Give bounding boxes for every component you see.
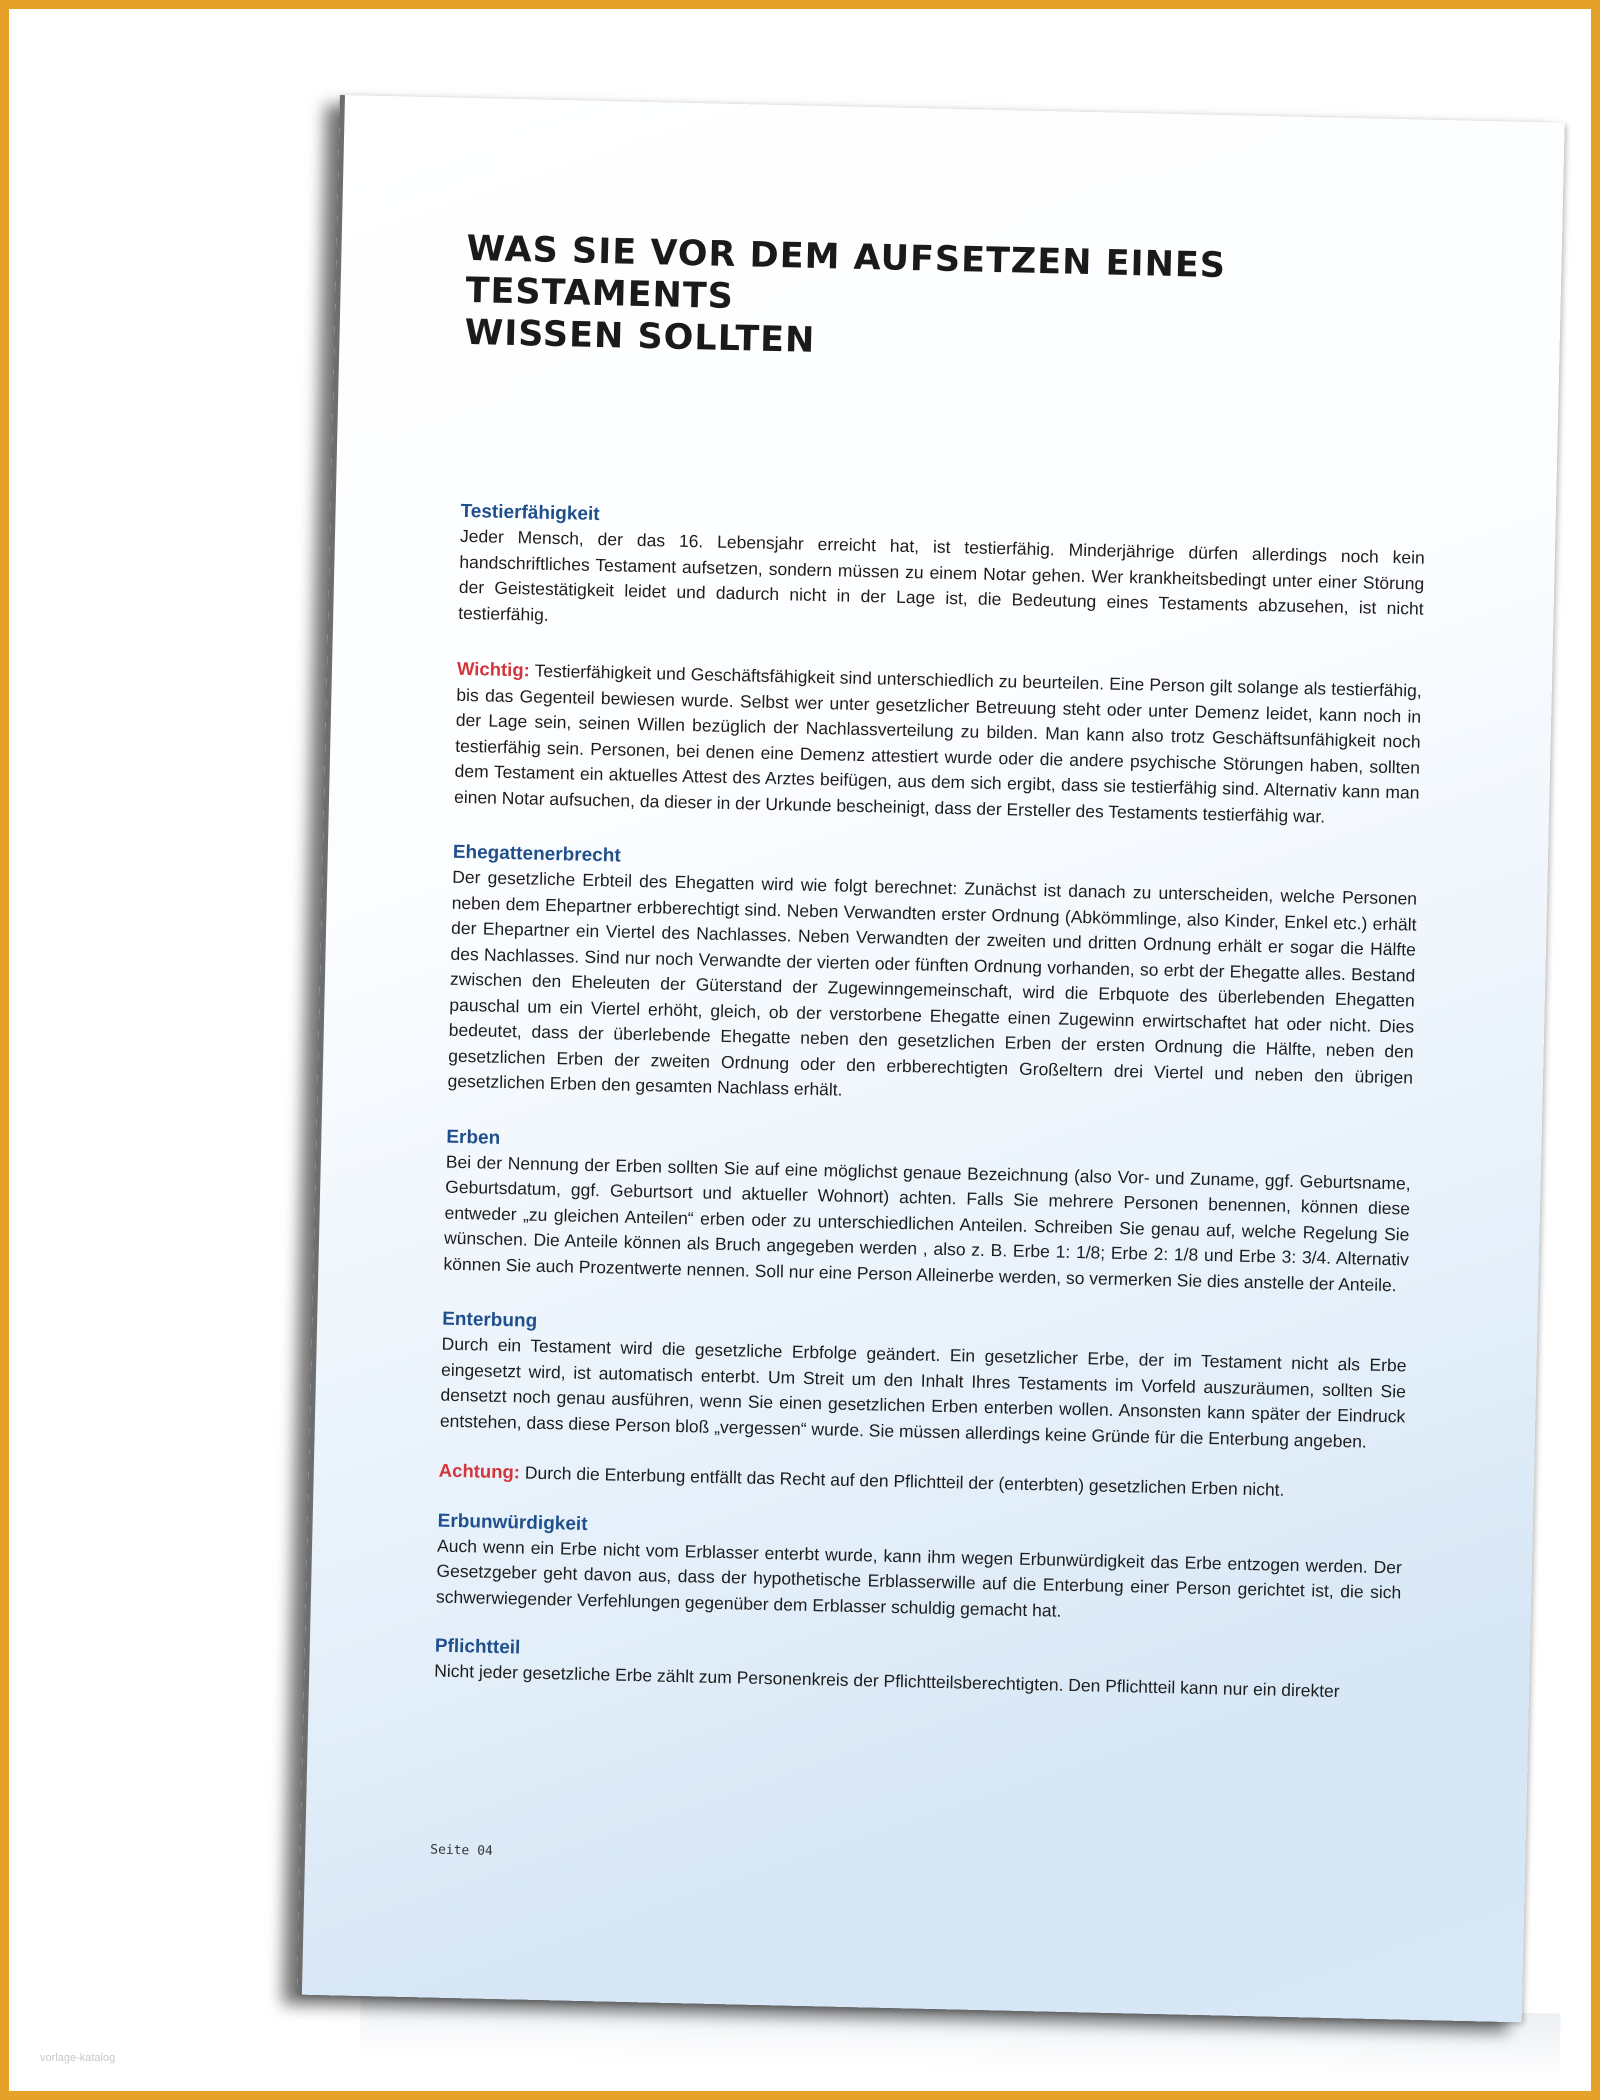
section-heading: Erben <box>446 1126 501 1149</box>
page-number: Seite 04 <box>430 1842 493 1859</box>
section-heading: Testierfähigkeit <box>460 500 600 525</box>
document-title <box>464 228 1432 376</box>
section-body: Durch ein Testament wird die gesetzliche Erbfolge geändert. Ein gesetzlicher Erbe, der im Testament nicht als Erbe eingesetzt wird, ist automatisch enterbt. Um Streit um den Inhalt Ihres Testaments im Vorfeld auszuräumen, sollten Sie densetzt noch genau ausführen, wenn Sie einen gesetzlichen Erben enterben wollen. Ansonsten kann später der Eindruck entstehen, dass diese Person bloß „vergessen“ wurde. Sie müssen allerdings keine Gründe für die Enterbung angeben. <box>439 1333 1407 1452</box>
document-page <box>297 95 1565 2022</box>
section-heading: Erbunwürdigkeit <box>437 1510 588 1535</box>
note-label: Achtung: <box>438 1459 521 1483</box>
title-line-1: WAS SIE VOR DEM AUFSETZEN EINES TESTAMENTS <box>465 228 1227 317</box>
section-pflichtteil <box>434 1634 1400 1706</box>
note-label: Wichtig: <box>456 657 531 681</box>
note-wichtig <box>454 656 1422 832</box>
note-body: Durch die Enterbung entfällt das Recht auf den Pflichtteil der (enterbten) gesetzlichen Erben nicht. <box>524 1462 1285 1500</box>
section-erbunwuerdigkeit <box>436 1508 1403 1631</box>
note-paragraph <box>439 1458 1404 1506</box>
section-body: Der gesetzliche Erbteil des Ehegatten wird wie folgt berechnet: Zunächst ist danach zu unterscheiden, welche Personen neben dem Ehepartner erbberechtigt sind. Neben Verwandten erster Ordnung (Abkömmlinge, also Kinder, Enkel etc.) erhält der Ehepartner ein Viertel des Nachlasses. Neben Verwandten der zweiten und dritten Ordnung erhält er sogar die Hälfte des Nachlasses. Sind nur noch Verwandte der vierten oder fünften Ordnung vorhanden, so erbt der Ehegatte alles. Bestand zwischen den Eheleuten der Güterstand der Zugewinngemeinschaft, wird die Erbquote des überlebenden Ehegatten pauschal um ein Viertel erhöht, gleich, ob der verstorbene Ehegatte einen Zugewinn erwirtschaftet hat oder nicht. Dies bedeutet, dass der überlebende Ehegatte neben den gesetzlichen Erben der ersten Ordnung die Hälfte, neben den gesetzlichen Erben der zweiten Ordnung oder den erbberechtigten Großeltern drei Viertel und neben den übrigen gesetzlichen Erben den gesamten Nachlass erhält. <box>447 866 1418 1100</box>
section-enterbung <box>440 1307 1408 1456</box>
title-line-2: WISSEN SOLLTEN <box>464 312 816 361</box>
section-body: Bei der Nennung der Erben sollten Sie auf eine möglichst genaue Bezeichnung (also Vor- und Zuname, ggf. Geburtsname, Geburtsdatum, ggf. Geburtsort und aktueller Wohnort) achten. Falls Sie mehrere Personen benennen, können diese entweder „zu gleichen Anteilen“ erben oder zu unterschiedlichen Anteilen. Schreiben Sie genau auf, welche Regelung Sie wünschen. Die Anteile können als Bruch angegeben werden , also z. B. Erbe 1: 1/8; Erbe 2: 1/8 und Erbe 3: 3/4. Alternativ können Sie auch Prozentwerte nennen. Soll nur eine Person Alleinerbe werden, so vermerken Sie dies anstelle der Anteile. <box>443 1151 1411 1295</box>
note-achtung <box>439 1458 1404 1506</box>
section-body: Nicht jeder gesetzliche Erbe zählt zum Personenkreis der Pflichtteilsberechtigten. Den Pflichtteil kann nur ein direkter <box>434 1660 1340 1702</box>
section-body: Jeder Mensch, der das 16. Lebensjahr erreicht hat, ist testierfähig. Minderjährige dürfen allerdings noch kein handschriftliches Testament aufsetzen, sondern müssen zu einem Notar gehen. Wer krankheitsbedingt unter einer Störung der Geistestätigkeit leidet und dadurch nicht in der Lage ist, die Bedeutung eines Testaments abzusehen, ist nicht testierfähig. <box>458 525 1426 625</box>
page-content <box>433 228 1431 1736</box>
note-body: Testierfähigkeit und Geschäftsfähigkeit sind unterschiedlich zu beurteilen. Eine Person gilt solange als testierfähig, bis das Gegenteil bewiesen wurde. Selbst wer unter gesetzlicher Betreuung steht oder unter Demenz leidet, kann noch in der Lage sein, seinen Willen bezüglich der Nachlassverteilung zu bilden. Man kann also trotz Geschäftsunfähigkeit noch testierfähig sein. Personen, bei denen eine Demenz attestiert wurde oder die andere psychische Störungen haben, sollten dem Testament ein aktuelles Attest des Arztes beifügen, aus dem sich ergibt, dass sie testierfähig sind. Alternativ kann man einen Notar aufsuchen, da dieser in der Urkunde bescheinigt, dass der Ersteller des Testaments testierfähig war. <box>453 660 1422 827</box>
section-body: Auch wenn ein Erbe nicht vom Erblasser enterbt wurde, kann ihm wegen Erbunwürdigkeit das Erbe entzogen werden. Der Gesetzgeber geht davon aus, dass der hypothetische Erblasserwille auf die Enterbung einer Person gerichtet ist, die sich schwerwiegender Verfehlungen gegenüber dem Erblasser schuldig gemacht hat. <box>435 1535 1403 1621</box>
sections <box>434 499 1426 1706</box>
section-heading: Enterbung <box>442 1308 538 1332</box>
section-testierfaehigkeit <box>458 499 1426 648</box>
note-paragraph <box>454 656 1422 832</box>
section-heading: Ehegattenerbrecht <box>452 841 621 867</box>
section-erben <box>443 1124 1411 1298</box>
section-ehegattenerbrecht <box>447 840 1418 1116</box>
section-heading: Pflichtteil <box>434 1635 521 1659</box>
watermark: vorlage-katalog <box>40 2052 116 2064</box>
